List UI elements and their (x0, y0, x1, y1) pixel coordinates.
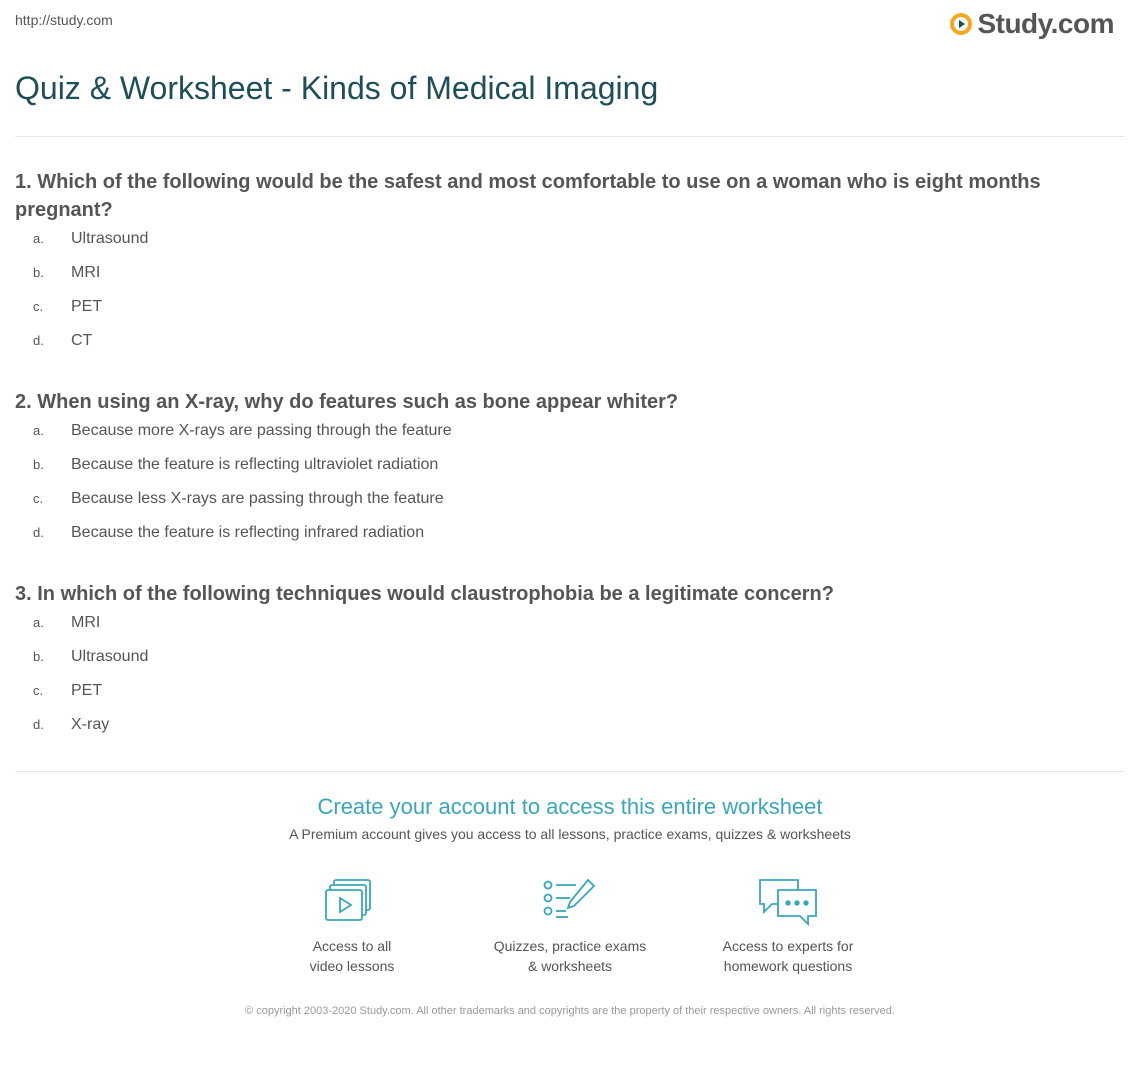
choice-letter: d. (33, 717, 44, 732)
choice-letter: a. (33, 615, 44, 630)
choice-item[interactable] (15, 230, 1105, 264)
choice-text: Because the feature is reflecting infrared radiation (71, 524, 425, 541)
choice-text: PET (71, 298, 103, 315)
choice-item[interactable] (15, 264, 1105, 298)
feature-video-lessons (243, 876, 461, 976)
choice-text: MRI (71, 614, 101, 631)
choice-letter: c. (33, 683, 44, 698)
choice-item[interactable] (15, 422, 1105, 456)
feature-text: Quizzes, practice exams & worksheets (493, 938, 647, 974)
feature-text: Access to all video lessons (309, 938, 395, 974)
cta-title-link[interactable]: Create your account to access this entire worksheet (317, 794, 823, 819)
choice-item[interactable] (15, 332, 1105, 366)
choice-letter: b. (33, 457, 44, 472)
feature-quizzes (461, 876, 679, 976)
question-3 (15, 580, 1105, 750)
choice-letter: d. (33, 333, 44, 348)
question-text: 3. In which of the following techniques would claustrophobia be a legitimate concern? (15, 583, 834, 605)
question-text: 1. Which of the following would be the safest and most comfortable to use on a woman who is eight months pregnant? (15, 171, 1041, 221)
choice-text: Ultrasound (71, 648, 149, 665)
choice-text: PET (71, 682, 103, 699)
choice-text: X-ray (71, 716, 110, 733)
choice-item[interactable] (15, 490, 1105, 524)
choice-text: Because less X-rays are passing through the feature (71, 490, 444, 507)
study-logo[interactable] (949, 8, 1114, 40)
question-2 (15, 388, 1105, 558)
choice-list (15, 230, 1105, 366)
choice-item[interactable] (15, 614, 1105, 648)
quiz-checklist-icon (538, 876, 602, 926)
copyright-footer: © copyright 2003-2020 Study.com. All other trademarks and copyrights are the property of their respective owners. All rights reserved. (245, 1005, 895, 1017)
choice-item[interactable] (15, 648, 1105, 682)
choice-text: Because more X-rays are passing through the feature (71, 422, 452, 439)
signup-cta (0, 794, 1140, 842)
choice-letter: a. (33, 423, 44, 438)
choice-text: Ultrasound (71, 230, 149, 247)
choice-text: CT (71, 332, 93, 349)
feature-experts (679, 876, 897, 976)
choice-list (15, 614, 1105, 750)
choice-text: MRI (71, 264, 101, 281)
choice-item[interactable] (15, 298, 1105, 332)
site-url[interactable]: http://study.com (15, 12, 113, 28)
logo-text: Study.com (977, 8, 1114, 39)
question-1 (15, 168, 1105, 366)
page-title: Quiz & Worksheet - Kinds of Medical Imaging (15, 70, 659, 106)
cta-subtitle: A Premium account gives you access to all lessons, practice exams, quizzes & worksheets (289, 826, 851, 842)
divider (15, 136, 1125, 137)
feature-text: Access to experts for homework questions (722, 938, 854, 974)
chat-bubbles-icon (756, 876, 820, 926)
choice-item[interactable] (15, 682, 1105, 716)
choice-letter: c. (33, 491, 44, 506)
question-text: 2. When using an X-ray, why do features such as bone appear whiter? (15, 391, 679, 413)
choice-item[interactable] (15, 524, 1105, 558)
divider (15, 771, 1125, 772)
choice-letter: a. (33, 231, 44, 246)
choice-item[interactable] (15, 716, 1105, 750)
choice-text: Because the feature is reflecting ultraviolet radiation (71, 456, 439, 473)
choice-letter: d. (33, 525, 44, 540)
choice-item[interactable] (15, 456, 1105, 490)
study-logo-icon (949, 12, 973, 36)
choice-letter: b. (33, 265, 44, 280)
video-lesson-icon (320, 876, 384, 926)
feature-list (0, 876, 1140, 976)
choice-list (15, 422, 1105, 558)
choice-letter: c. (33, 299, 44, 314)
choice-letter: b. (33, 649, 44, 664)
